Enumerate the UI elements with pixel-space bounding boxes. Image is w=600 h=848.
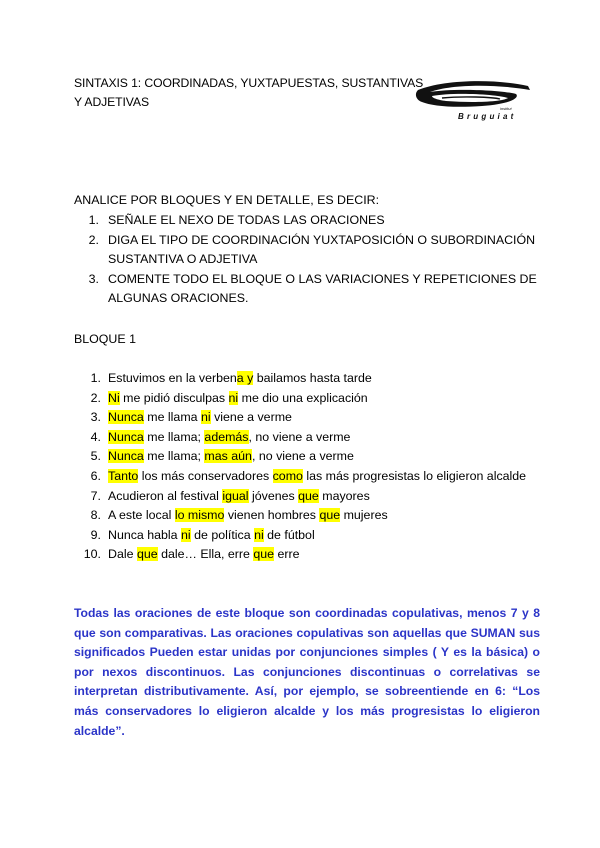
sentence-fragment: , no viene a verme [248, 429, 351, 444]
highlighted-connector: mas aún [204, 449, 252, 464]
highlighted-connector: que [298, 488, 319, 503]
sentence-fragment: Estuvimos en la verben [108, 371, 237, 385]
sentence-fragment: , no viene a verme [251, 449, 354, 464]
highlighted-connector: además [204, 429, 249, 444]
sentence-fragment: vienen hombres [224, 508, 320, 523]
sentence-fragment: mayores [318, 488, 370, 503]
svg-text:institut: institut [500, 106, 512, 111]
sentence-fragment: dale… Ella, erre [157, 547, 254, 562]
sentence-fragment: de fútbol [263, 527, 315, 542]
sentence-text [108, 369, 544, 389]
example-sentence [74, 369, 544, 389]
sentence-number: 5. [90, 449, 101, 464]
example-sentence [74, 467, 544, 487]
instruction-step [74, 270, 544, 309]
sentence-fragment: me pidió disculpas [119, 390, 229, 405]
sentence-text [108, 526, 544, 546]
example-sentence [74, 526, 544, 546]
analysis-comment: Todas las oraciones de este bloque son coordinadas copulativas, menos 7 y 8 que son comparativas. Las oraciones copulativas son aquellas que SUMAN sus significados Pueden estar unidas por conjunciones simples ( Y es la básica) o por nexos discontinuos. Las conjunciones discontinuas o correlativas se interpretan distributivamente. Así, por ejemplo, se sobreentiende en 6: “Los más conservadores lo eligieron alcalde y los más progresistas lo eligieron alcalde”. [74, 606, 540, 738]
sentence-fragment: me llama [143, 410, 201, 425]
step-text: COMENTE TODO EL BLOQUE O LAS VARIACIONES Y REPETICIONES DE ALGUNAS ORACIONES. [108, 271, 537, 306]
sentence-text [108, 506, 544, 526]
sentence-fragment: jóvenes [248, 488, 299, 503]
highlighted-connector: Nunca [108, 449, 144, 464]
sentence-fragment: Acudieron al festival [108, 488, 223, 503]
document-title: SINTAXIS 1: COORDINADAS, YUXTAPUESTAS, SUSTANTIVAS Y ADJETIVAS [74, 76, 424, 109]
bruguiat-logo [412, 76, 538, 122]
highlighted-connector: Ni [108, 390, 120, 405]
sentence-fragment: Nunca habla [108, 527, 182, 542]
sentence-fragment: bailamos hasta tarde [253, 371, 372, 385]
highlighted-connector: ni [228, 390, 239, 405]
sentence-number: 1. [90, 371, 101, 385]
sentence-number: 2. [90, 390, 101, 405]
sentence-fragment: Dale [108, 547, 137, 562]
step-text: DIGA EL TIPO DE COORDINACIÓN YUXTAPOSICIÓN O SUBORDINACIÓN SUSTANTIVA O ADJETIVA [108, 232, 536, 267]
step-number: 3. [88, 271, 99, 286]
sentence-text [108, 389, 544, 409]
sentence-fragment: me llama; [143, 449, 205, 464]
step-text: SEÑALE EL NEXO DE TODAS LAS ORACIONES [108, 213, 385, 227]
sentence-text [108, 428, 544, 448]
sentence-fragment: me dio una explicación [238, 390, 368, 405]
example-sentence [74, 545, 544, 565]
sentence-text [108, 467, 544, 487]
sentence-text [108, 545, 544, 565]
highlighted-connector: ni [200, 410, 211, 425]
sentence-fragment: viene a verme [210, 410, 292, 425]
sentence-number: 3. [90, 410, 101, 425]
sentence-number: 4. [90, 429, 101, 444]
highlighted-connector: que [253, 547, 275, 562]
bloque-heading: BLOQUE 1 [74, 332, 136, 346]
sentence-fragment: mujeres [340, 508, 388, 523]
step-number: 1. [88, 213, 99, 227]
sentence-number: 7. [90, 488, 101, 503]
instruction-step [74, 211, 544, 231]
highlighted-connector: ni [181, 527, 191, 542]
highlighted-connector: como [272, 468, 303, 483]
sentence-fragment: de política [190, 527, 255, 542]
example-sentence [74, 506, 544, 526]
highlighted-connector: que [136, 547, 158, 562]
highlighted-connector: lo mismo [174, 508, 225, 523]
sentence-text [108, 487, 544, 507]
highlighted-connector: ni [254, 527, 264, 542]
sentence-fragment: los más conservadores [138, 468, 273, 483]
sentence-number: 10. [83, 547, 101, 562]
example-sentence [74, 428, 544, 448]
sentence-text [108, 408, 544, 428]
example-sentence [74, 389, 544, 409]
sentence-number: 8. [90, 508, 101, 523]
sentence-list [74, 369, 544, 565]
example-sentence [74, 408, 544, 428]
svg-text:Bruguiat: Bruguiat [458, 112, 517, 121]
highlighted-connector: que [319, 508, 341, 523]
highlighted-connector: Nunca [108, 410, 144, 425]
sentence-fragment: erre [274, 547, 300, 562]
example-sentence [74, 447, 544, 467]
sentence-number: 6. [90, 468, 101, 483]
instructions-intro: ANALICE POR BLOQUES Y EN DETALLE, ES DECIR: [74, 193, 380, 207]
sentence-text [108, 447, 544, 467]
highlighted-connector: Nunca [108, 429, 144, 444]
highlighted-connector: a y [236, 371, 254, 385]
step-number: 2. [88, 232, 99, 247]
sentence-fragment: las más progresistas lo eligieron alcalde [302, 468, 527, 483]
sentence-fragment: me llama; [143, 429, 205, 444]
sentence-number: 9. [90, 527, 101, 542]
highlighted-connector: igual [222, 488, 249, 503]
instruction-step [74, 231, 544, 270]
instructions-list [74, 211, 544, 309]
highlighted-connector: Tanto [108, 468, 139, 483]
example-sentence [74, 487, 544, 507]
sentence-fragment: A este local [108, 508, 175, 523]
